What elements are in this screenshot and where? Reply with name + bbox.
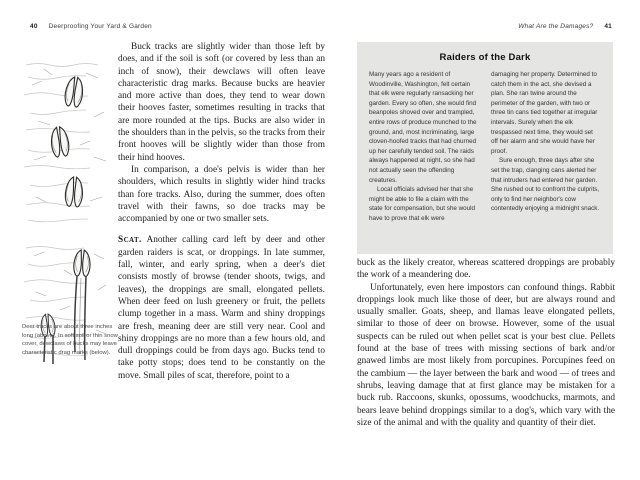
scat-leadin: Scat. bbox=[118, 235, 142, 246]
left-running-head bbox=[30, 23, 152, 30]
sidebar-column-left bbox=[369, 70, 479, 224]
sidebar-paragraph: damaging her property. Determined to catch them in the act, she devised a plan. She ran twine around the perimeter of the garden, with two or three tin cans tied together at irregular intervals. Surely when the elk trespassed next time, they would set off her alarm and she would have her proof. bbox=[491, 71, 598, 155]
left-page-body bbox=[118, 41, 325, 382]
right-running-head bbox=[518, 23, 612, 30]
sidebar-paragraph: Local officials advised her that she might be able to file a claim with the state for compensation, but she would have to prove that elk were bbox=[369, 186, 476, 222]
deer-tracks-illustration bbox=[24, 55, 116, 230]
body-paragraph: Buck tracks are slightly wider than those left by does, and if the soil is soft (or covered by less than an inch of snow), their dewclaws will often leave characteristic drag marks. Because bucks are heavier and more active than does, they tend to wear down their hooves faster, sometimes resulting in tracks that are more rounded at the tips. Bucks are also wider in the shoulders than in the pelvis, so the tracks from their front hooves will be slightly wider than those from their hind hooves. bbox=[118, 42, 325, 163]
body-paragraph: In comparison, a doe's pelvis is wider than her shoulders, which results in slightly wider hind tracks than fore tracks. Also, during the summer, does often travel with their fawns, so doe tracks may be accompanied by one or two smaller sets. bbox=[118, 164, 325, 225]
illustration-column bbox=[24, 55, 119, 368]
scat-paragraph-text: Another calling card left by deer and other garden raiders is scat, or droppings. In late summer, fall, winter, and early spring, when a deer's diet consists mostly of browse (tender shoots, twigs, and leaves), the droppings are small, elongated pellets. When deer feed on lush greenery or fruit, the pellets clump together in a mass. Warm and shiny droppings are fresh, meaning deer are still very near. Cool and shiny droppings are no more than a few hours old, and dull droppings could be from days ago. Bucks tend to take potty stops; does tend to be constantly on the move. Small piles of scat, therefore, point to a bbox=[118, 235, 325, 381]
raiders-sidebar-box bbox=[357, 42, 613, 254]
sidebar-columns bbox=[369, 70, 601, 224]
illustration-caption: Deer tracks are about three inches long (above). In soft soil or thin snow cover, dewclaws of bucks may leave characteristic drag marks (below). bbox=[22, 324, 118, 356]
sidebar-paragraph: Sure enough, three days after she set the trap, clanging cans alerted her that intruders had entered her garden. She rushed out to confront the culprits, only to find her neighbor's cow contentedly enjoying a midnight snack. bbox=[491, 157, 600, 213]
left-page-number: 40 bbox=[30, 23, 38, 30]
right-page-body bbox=[357, 257, 615, 429]
book-title: Deerproofing Your Yard & Garden bbox=[48, 23, 152, 30]
sidebar-paragraph: Many years ago a resident of Woodinville, Washington, felt certain that elk were regularly ransacking her garden. Every so often, she would find beanpoles shoved over and trampled, entire rows of produce munched to the ground, and, most incriminating, large cloven-hoofed tracks that had churned up her carefully tended soil. The raids always happened at night, so she had not actually seen the offending creatures. bbox=[369, 71, 477, 184]
sidebar-title: Raiders of the Dark bbox=[439, 52, 531, 63]
body-paragraph: buck as the likely creator, whereas scattered droppings are probably the work of a meandering doe. bbox=[357, 258, 615, 281]
right-page-number: 41 bbox=[604, 23, 612, 30]
sidebar-column-right bbox=[491, 70, 601, 224]
chapter-title: What Are the Damages? bbox=[518, 23, 594, 30]
body-paragraph: Unfortunately, even here impostors can confound things. Rabbit droppings look much like those of deer, but are always round and usually smaller. Goats, sheep, and llamas leave elongated pellets, similar to those of deer on browse. However, some of the usual suspects can be ruled out when pellet scat is your best clue. Pellets found at the base of trees with missing sections of bark and/or gnawed limbs are most likely from porcupines. Porcupines feed on the cambium — the layer between the bark and wood — of trees and shrubs, leaving damage that at first glance may be mistaken for a buck rub. Raccoons, skunks, opossums, woodchucks, marmots, and bears leave behind droppings similar to a dog's, which vary with the size of the animal and with the quality and quantity of their diet. bbox=[357, 282, 615, 428]
body-paragraph-scat bbox=[118, 234, 325, 382]
